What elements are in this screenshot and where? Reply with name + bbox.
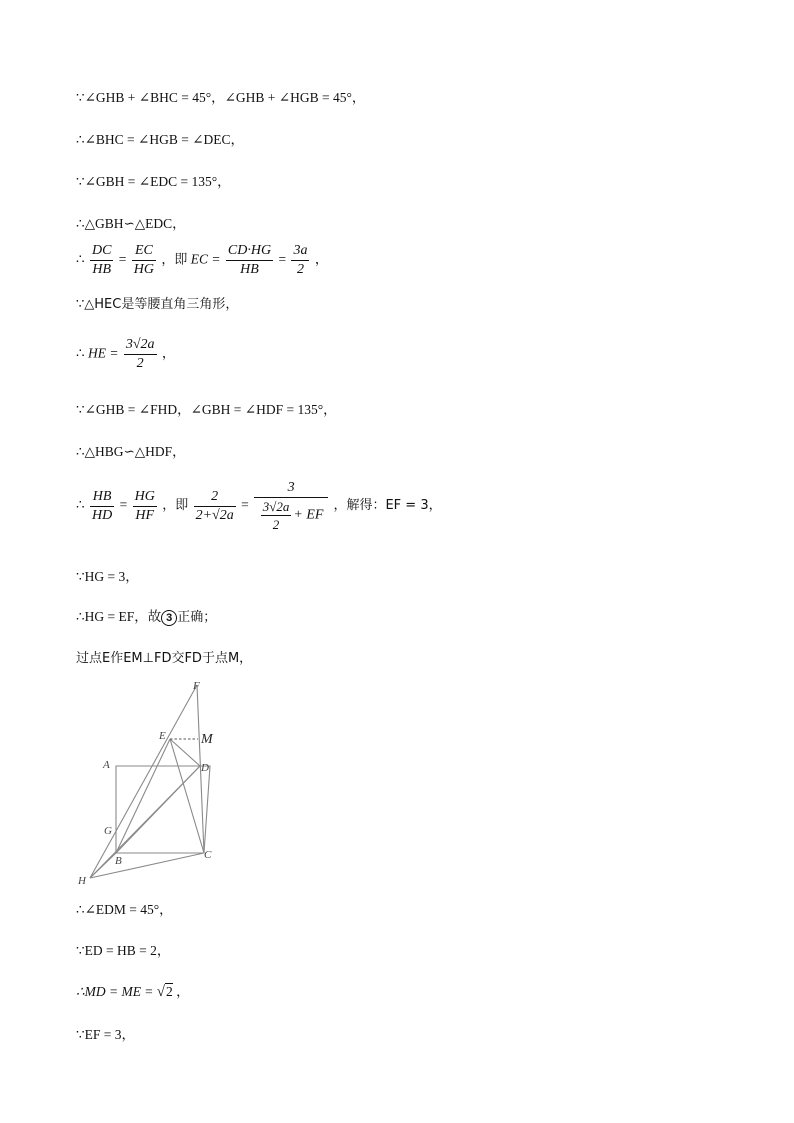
equals-sign: =: [118, 251, 127, 267]
label-b: B: [115, 855, 122, 867]
connector-text: ，即: [162, 498, 189, 514]
proof-line-11: ∵HG = 3，: [76, 569, 139, 584]
proof-line-10: ∴ $\frac{HB}{HD}$ = $\frac{HG}{HF}$ ，即 $\frac{2}{2+√2a}$ = 3 $\frac{3√2a}{2}$ + EF ，解得：EF = 3，: [76, 480, 442, 532]
label-a: A: [103, 759, 110, 771]
therefore-symbol: ∴: [76, 251, 85, 267]
proof-line-2: ∴∠BHC = ∠HGB = ∠DEC，: [76, 132, 245, 147]
proof-line-7: [76, 338, 175, 371]
ec-expression: EC =: [190, 251, 221, 267]
fraction-cdhg-hb: $\frac{CD\cdot HG}{HB}$: [227, 243, 272, 277]
proof-line-13: 过点E作EM⊥FD交FD于点M，: [76, 651, 253, 666]
sqrt-radicand: 2: [166, 984, 173, 999]
fraction-3-over-compound: 3 $\frac{3√2a}{2}$ + EF: [254, 481, 328, 531]
label-m: M: [201, 732, 213, 747]
line-hc: [90, 853, 204, 878]
label-c: C: [204, 849, 212, 861]
proof-line-9: ∴△HBG∽△HDF，: [76, 444, 186, 459]
proof-line-4: ∴△GBH∽△EDC，: [76, 216, 186, 231]
fraction-dc-hb: $\frac{DC}{HB}$: [91, 243, 112, 277]
line-end-comma: ，: [314, 251, 329, 267]
label-e: E: [159, 730, 166, 742]
proof-line-5: ∴ $\frac{DC}{HB}$ = $\frac{EC}{HG}$ ，即 EC = $\frac{CD\cdot HG}{HB}$ = $\frac{3a}{2}$ ，: [76, 243, 329, 277]
ef-tail: + EF: [293, 507, 324, 523]
conclusion-text: ∴HG = EF，故: [76, 609, 162, 625]
proof-line-16: [76, 985, 190, 1000]
proof-line-3: ∵∠GBH = ∠EDC = 135°，: [76, 174, 231, 189]
therefore-symbol: ∴: [76, 497, 85, 513]
solve-result: ，解得：EF = 3，: [333, 498, 442, 514]
proof-line-15: ∵ED = HB = 2，: [76, 943, 171, 958]
therefore-symbol: ∴: [76, 345, 85, 361]
geometry-figure: [70, 676, 230, 891]
fraction-3a-2: $\frac{3a}{2}$: [293, 243, 308, 277]
fraction-ec-hg: $\frac{EC}{HG}$: [133, 243, 155, 277]
correct-text: 正确；: [177, 610, 217, 626]
proof-line-1: ∵∠GHB + ∠BHC = 45°，∠GHB + ∠HGB = 45°，: [76, 90, 366, 105]
label-h: H: [78, 875, 86, 887]
line-hb: [90, 853, 116, 878]
line-end-comma: ，: [176, 984, 190, 999]
label-f: F: [193, 680, 200, 692]
inner-fraction: $\frac{3√2a}{2}$: [262, 499, 290, 532]
line-end-comma: ，: [161, 345, 176, 361]
proof-line-17: ∵EF = 3，: [76, 1027, 135, 1042]
proof-line-6: ∵△HEC是等腰直角三角形，: [76, 297, 239, 312]
line-ec: [170, 739, 204, 853]
fraction-he-value: $\frac{3√2a}{2}$: [125, 337, 155, 371]
label-d: D: [201, 762, 209, 774]
fraction-2-over: $\frac{2}{2+√2a}$: [195, 488, 234, 523]
sqrt-symbol: √: [156, 984, 166, 1000]
connector-text: ，即: [161, 252, 188, 268]
proof-line-14: ∴∠EDM = 45°，: [76, 902, 173, 917]
label-g: G: [104, 825, 112, 837]
line-eb: [116, 739, 170, 853]
proof-line-12: [76, 610, 216, 626]
line-hf: [90, 685, 197, 878]
fraction-hb-hd: $\frac{HB}{HD}$: [91, 488, 113, 523]
he-expression: HE =: [87, 345, 119, 361]
md-me-expression: ∴MD = ME =: [76, 984, 154, 999]
square-abcd: [116, 766, 210, 853]
proof-line-8: ∵∠GHB = ∠FHD，∠GBH = ∠HDF = 135°，: [76, 402, 337, 417]
fraction-hg-hf: $\frac{HG}{HF}$: [134, 488, 155, 523]
circled-number: 3: [161, 610, 177, 626]
